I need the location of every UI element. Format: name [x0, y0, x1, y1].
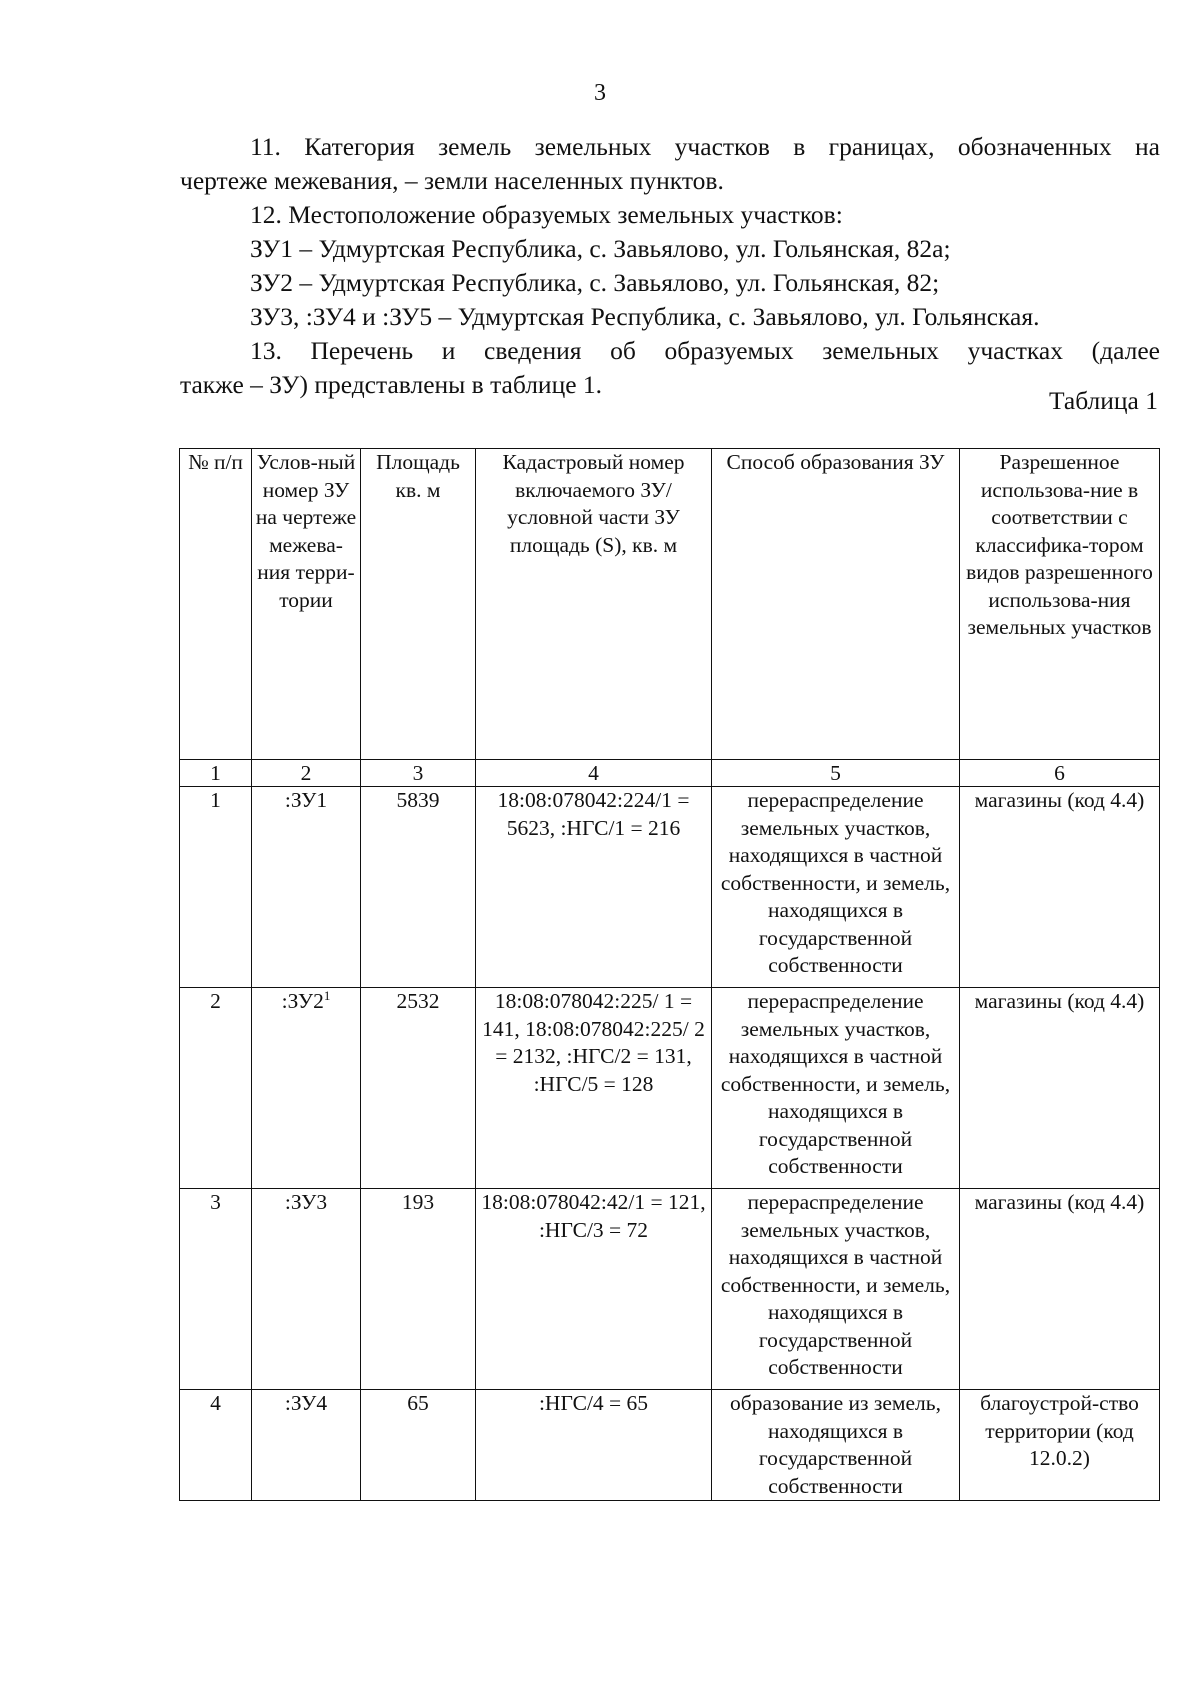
formation-method: перераспределение земельных участков, находящихся в частной собственности, и земель, находящихся в государственной собственности [712, 787, 960, 988]
row-number: 3 [180, 1189, 252, 1390]
plot-area: 193 [361, 1189, 476, 1390]
plot-code-text: :ЗУ2 [281, 989, 324, 1013]
header-conditional-code: Услов-ный номер ЗУ на чертеже межева-ния терри-тории [252, 449, 361, 760]
row-number: 1 [180, 787, 252, 988]
location-zu1: ЗУ1 – Удмуртская Республика, с. Завьялово, ул. Гольянская, 82а; [250, 234, 951, 263]
plot-area: 2532 [361, 988, 476, 1189]
permitted-use: магазины (код 4.4) [960, 787, 1160, 988]
formation-method: перераспределение земельных участков, находящихся в частной собственности, и земель, находящихся в государственной собственности [712, 988, 960, 1189]
column-number: 5 [712, 760, 960, 787]
paragraph-13-line-2: также – ЗУ) представлены в таблице 1. [180, 370, 603, 399]
plot-area: 65 [361, 1390, 476, 1501]
table-caption: Таблица 1 [1048, 386, 1158, 415]
header-permitted-use: Разрешенное использова-ние в соответствии с классифика-тором видов разрешенного использова-ния земельных участков [960, 449, 1160, 760]
table-row [180, 1390, 1160, 1501]
column-number: 4 [476, 760, 712, 787]
permitted-use: магазины (код 4.4) [960, 988, 1160, 1189]
paragraph-12: 12. Местоположение образуемых земельных участков: [250, 200, 843, 229]
table-row [180, 1189, 1160, 1390]
column-number: 2 [252, 760, 361, 787]
paragraph-11-line-1: 11. Категория земель земельных участков в границах, обозначенных на [250, 132, 1160, 161]
cadastral-number: :НГС/4 = 65 [476, 1390, 712, 1501]
plot-area: 5839 [361, 787, 476, 988]
header-formation-method: Способ образования ЗУ [712, 449, 960, 760]
cadastral-number: 18:08:078042:42/1 = 121, :НГС/3 = 72 [476, 1189, 712, 1390]
permitted-use: благоустрой-ство территории (код 12.0.2) [960, 1390, 1160, 1501]
plot-code [252, 988, 361, 1189]
header-cadastral-number: Кадастровый номер включаемого ЗУ/ условной части ЗУ площадь (S), кв. м [476, 449, 712, 760]
row-number: 2 [180, 988, 252, 1189]
body-text [180, 130, 1160, 402]
location-zu3-zu5: ЗУ3, :ЗУ4 и :ЗУ5 – Удмуртская Республика, с. Завьялово, ул. Гольянская. [250, 302, 1040, 331]
plot-code-text: :ЗУ1 [284, 788, 328, 812]
row-number: 4 [180, 1390, 252, 1501]
column-number: 1 [180, 760, 252, 787]
page-number: 3 [594, 80, 606, 106]
land-plots-table [179, 448, 1160, 1501]
paragraph-13-line-1: 13. Перечень и сведения об образуемых земельных участках (далее [250, 336, 1160, 365]
header-area: Площадь кв. м [361, 449, 476, 760]
table-row [180, 988, 1160, 1189]
plot-code-text: :ЗУ4 [284, 1391, 328, 1415]
plot-code [252, 1390, 361, 1501]
plot-code-footnote: 1 [323, 987, 331, 1003]
cadastral-number: 18:08:078042:225/ 1 = 141, 18:08:078042:225/ 2 = 2132, :НГС/2 = 131, :НГС/5 = 128 [476, 988, 712, 1189]
plot-code [252, 1189, 361, 1390]
column-numbers-row [180, 760, 1160, 787]
plot-code [252, 787, 361, 988]
location-zu2: ЗУ2 – Удмуртская Республика, с. Завьялово, ул. Гольянская, 82; [250, 268, 940, 297]
plot-code-text: :ЗУ3 [284, 1190, 328, 1214]
formation-method: перераспределение земельных участков, находящихся в частной собственности, и земель, находящихся в государственной собственности [712, 1189, 960, 1390]
paragraph-11-line-2: чертеже межевания, – земли населенных пунктов. [180, 166, 724, 195]
table-header-row [180, 449, 1160, 760]
formation-method: образование из земель, находящихся в государственной собственности [712, 1390, 960, 1501]
cadastral-number: 18:08:078042:224/1 = 5623, :НГС/1 = 216 [476, 787, 712, 988]
permitted-use: магазины (код 4.4) [960, 1189, 1160, 1390]
table-row [180, 787, 1160, 988]
header-number: № п/п [180, 449, 252, 760]
column-number: 6 [960, 760, 1160, 787]
column-number: 3 [361, 760, 476, 787]
